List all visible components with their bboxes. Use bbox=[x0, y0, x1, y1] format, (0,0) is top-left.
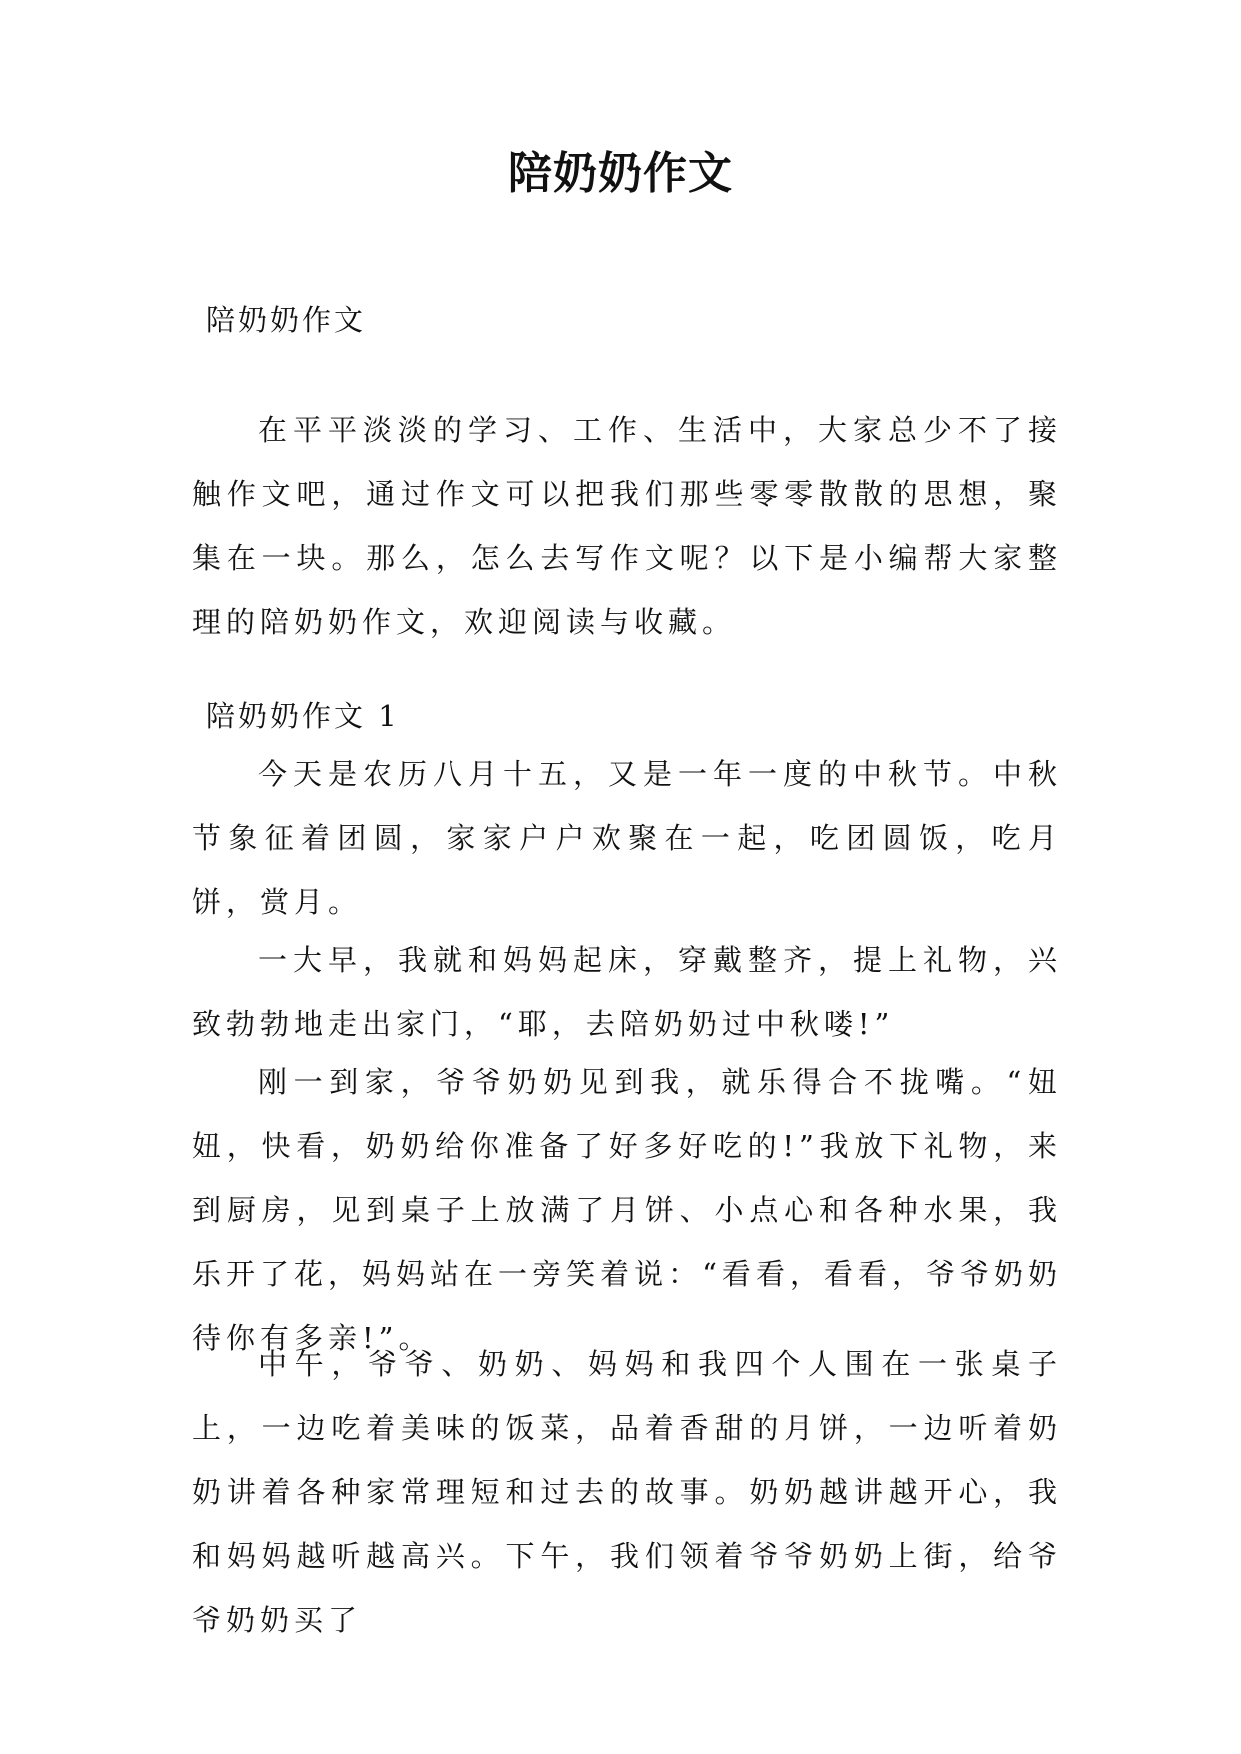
document-title: 陪奶奶作文 bbox=[508, 148, 733, 199]
document-subtitle: 陪奶奶作文 bbox=[206, 303, 367, 337]
intro-paragraph: 在平平淡淡的学习、工作、生活中，大家总少不了接触作文吧，通过作文可以把我们那些零零散散的思想，聚集在一块。那么，怎么去写作文呢？以下是小编帮大家整理的陪奶奶作文，欢迎阅读与收藏。 bbox=[192, 413, 1062, 639]
body-paragraph-2: 一大早，我就和妈妈起床，穿戴整齐，提上礼物，兴致勃勃地走出家门，“耶，去陪奶奶过中秋喽!” bbox=[192, 943, 1062, 1041]
body-paragraph-3: 刚一到家，爷爷奶奶见到我，就乐得合不拢嘴。“妞妞，快看，奶奶给你准备了好多好吃的!”我放下礼物，来到厨房，见到桌子上放满了月饼、小点心和各种水果，我乐开了花，妈妈站在一旁笑着说：“看看，看看，爷爷奶奶待你有多亲!”。 bbox=[192, 1065, 1062, 1355]
body-paragraph-4: 中午，爷爷、奶奶、妈妈和我四个人围在一张桌子上，一边吃着美味的饭菜，品着香甜的月饼，一边听着奶奶讲着各种家常理短和过去的故事。奶奶越讲越开心，我和妈妈越听越高兴。下午，我们领着爷爷奶奶上街，给爷爷奶奶买了 bbox=[192, 1347, 1062, 1637]
body-paragraph-1: 今天是农历八月十五，又是一年一度的中秋节。中秋节象征着团圆，家家户户欢聚在一起，吃团圆饭，吃月饼，赏月。 bbox=[192, 757, 1062, 919]
section-heading: 陪奶奶作文 1 bbox=[206, 699, 400, 733]
